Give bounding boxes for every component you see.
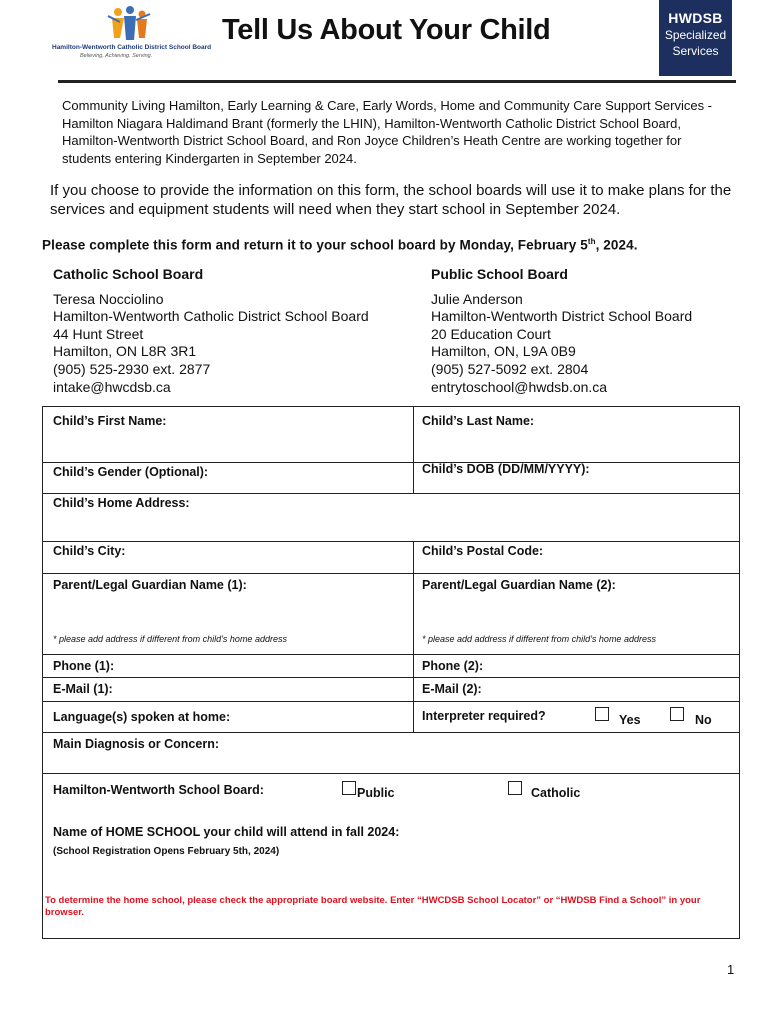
registration-note: (School Registration Opens February 5th, 2024) [53,846,280,857]
child-info-form [42,406,740,939]
row-divider [43,701,739,702]
phone2-field[interactable]: Phone (2): [422,659,484,673]
interpreter-no-checkbox[interactable] [670,707,684,721]
row-divider [43,732,739,733]
public-city: Hamilton, ON, L9A 0B9 [431,343,576,360]
public-org: Hamilton-Wentworth District School Board [431,308,693,325]
catholic-contact-name: Teresa Nocciolino [53,290,164,307]
catholic-street: 44 Hunt Street [53,325,144,342]
hwdsb-logo-line3: Services [672,44,719,58]
public-board-heading: Public School Board [431,266,568,282]
page-title: Tell Us About Your Child [222,14,551,46]
city-field[interactable]: Child’s City: [53,544,126,558]
row-divider [43,493,739,494]
home-address-field[interactable]: Child’s Home Address: [53,496,190,510]
deadline-text: Please complete this form and return it to your school board by Monday, February 5 [42,237,588,253]
public-board-checkbox[interactable] [342,781,356,795]
email1-field[interactable]: E-Mail (1): [53,682,113,696]
catholic-city: Hamilton, ON L8R 3R1 [53,343,197,360]
row-divider [43,462,739,463]
catholic-email: intake@hwcdsb.ca [53,378,171,395]
interpreter-yes-checkbox[interactable] [595,707,609,721]
public-street: 20 Education Court [431,325,551,342]
school-board-label: Hamilton-Wentworth School Board: [53,783,264,797]
catholic-board-label: Catholic [531,786,581,800]
guardian1-field[interactable]: Parent/Legal Guardian Name (1): [53,578,247,592]
logo-tagline: Believing. Achieving. Serving. [80,53,153,59]
row-divider [43,654,739,655]
home-school-field[interactable]: Name of HOME SCHOOL your child will attend in fall 2024: [53,825,400,839]
column-divider [413,407,414,493]
interpreter-no-label: No [695,713,712,727]
row-divider [43,573,739,574]
email2-field[interactable]: E-Mail (2): [422,682,482,696]
public-board-label: Public [357,786,395,800]
column-divider [413,541,414,732]
catholic-phone: (905) 525-2930 ext. 2877 [53,360,211,377]
catholic-board-heading: Catholic School Board [53,266,204,282]
catholic-org: Hamilton-Wentworth Catholic District School Board [53,308,369,325]
public-email: entrytoschool@hwdsb.on.ca [431,378,608,395]
row-divider [43,677,739,678]
public-board-contact [431,266,692,396]
page-number: 1 [727,962,735,977]
locator-instruction: To determine the home school, please check the appropriate board website. Enter “HWCDSB School Locator” or “HWDSB Find a School” in your browser. [45,895,701,918]
catholic-board-checkbox[interactable] [508,781,522,795]
interpreter-yes-label: Yes [619,713,641,727]
public-phone: (905) 527-5092 ext. 2804 [431,360,589,377]
first-name-field[interactable]: Child’s First Name: [53,414,167,428]
hwdsb-logo-line1: HWDSB [668,10,723,26]
logo-board-name: Hamilton-Wentworth Catholic District School Board [52,44,212,51]
row-divider [43,773,739,774]
figures-icon [108,6,150,40]
diagnosis-field[interactable]: Main Diagnosis or Concern: [53,737,219,751]
interpreter-label: Interpreter required? [422,709,546,723]
hwdsb-logo-line2: Specialized [664,28,727,42]
guardian1-address-note: * please add address if different from child’s home address [53,634,287,644]
deadline-instruction [42,237,742,253]
guardian2-address-note: * please add address if different from child’s home address [422,634,656,644]
row-divider [43,541,739,542]
intro-purpose-paragraph: If you choose to provide the information on this form, the school boards will use it to make plans for the services and equipment students will need when they start school in September 2024. [50,182,732,218]
last-name-field[interactable]: Child’s Last Name: [422,414,535,428]
header-divider [58,80,736,83]
guardian2-field[interactable]: Parent/Legal Guardian Name (2): [422,578,616,592]
deadline-year: , 2024. [595,237,638,253]
deadline-sup: th [587,237,596,246]
public-contact-name: Julie Anderson [431,290,523,307]
postal-code-field[interactable]: Child’s Postal Code: [422,544,544,558]
intro-partners-paragraph: Community Living Hamilton, Early Learning & Care, Early Words, Home and Community Care Support Services - Hamilton Niagara Haldimand Brant (formerly the LHIN), Hamilton-Wentworth Catholic District School Board, Hamilton-Wentworth District School Board, and Ron Joyce Children’s Heath Centre are working together for students entering Kindergarten in September 2024. [62,98,713,166]
phone1-field[interactable]: Phone (1): [53,659,115,673]
gender-field[interactable]: Child’s Gender (Optional): [53,465,209,479]
hwdsb-logo [659,0,732,76]
catholic-board-contact [53,266,369,396]
dob-field[interactable]: Child’s DOB (DD/MM/YYYY): [422,462,590,476]
languages-field[interactable]: Language(s) spoken at home: [53,710,231,724]
